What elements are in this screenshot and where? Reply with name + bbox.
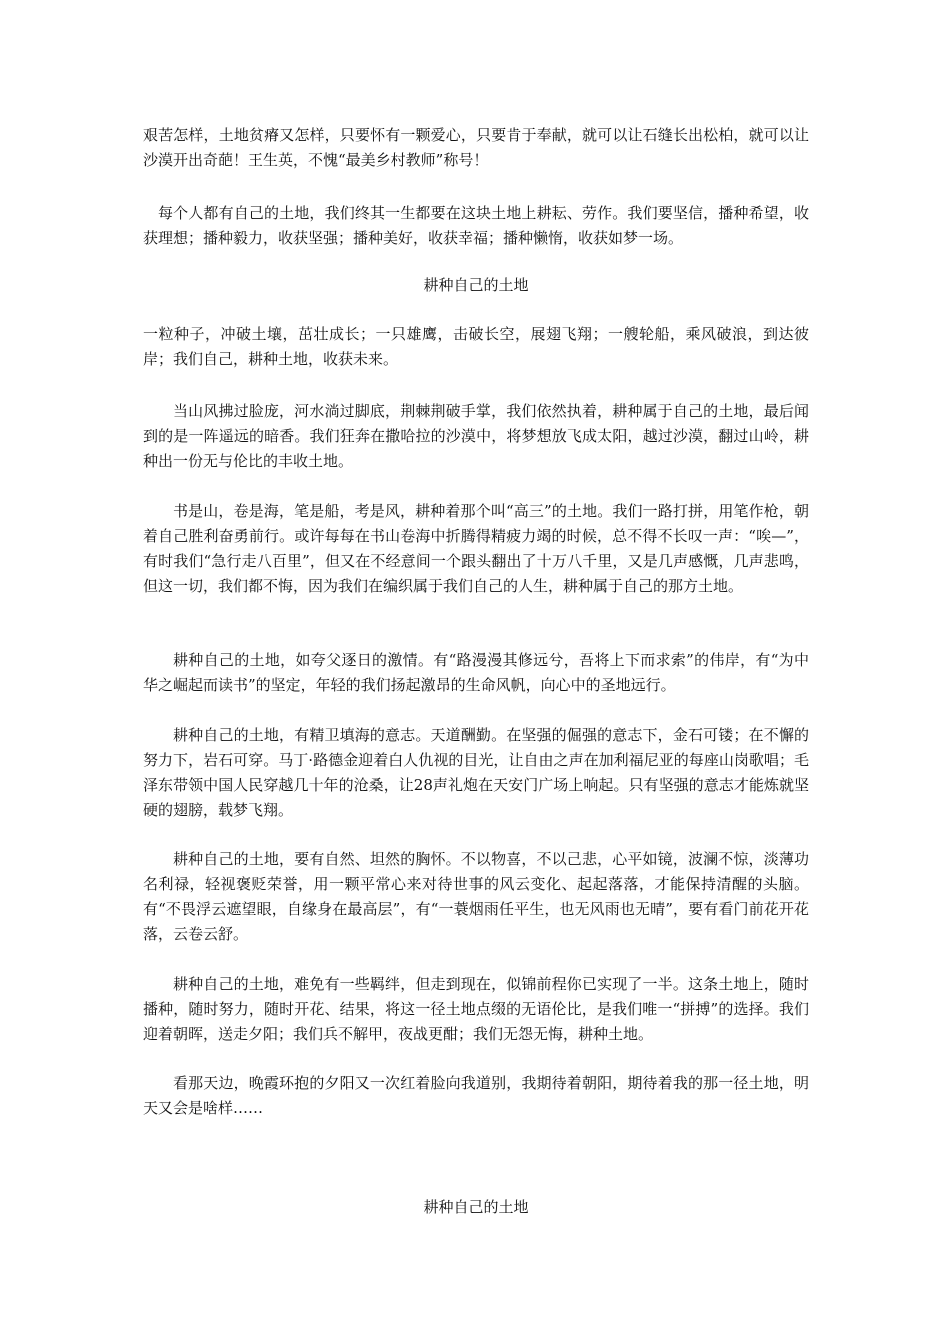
- paragraph-sunset: 看那天边，晚霞环抱的夕阳又一次红着脸向我道别，我期待着朝阳，期待着我的那一径土地，明天又会是啥样……: [143, 1074, 809, 1117]
- paragraph-nature-mind: 耕种自己的土地，要有自然、坦然的胸怀。不以物喜，不以己悲，心平如镜，波澜不惊，淡薄功名利禄，轻视褒贬荣誉，用一颗平常心来对待世事的风云变化、起起落落，才能保持清醒的头脑。有“不畏浮云遮望眼，自缘身在最高层”，有“一蓑烟雨任平生，也无风雨也无晴”，要有看门前花开花落，云卷云舒。: [143, 850, 809, 943]
- paragraph-everyone-land: 每个人都有自己的土地，我们终其一生都要在这块土地上耕耘、劳作。我们要坚信，播种希望，收获理想；播种毅力，收获坚强；播种美好，收获幸福；播种懒惰，收获如梦一场。: [143, 204, 809, 247]
- paragraph-seed: 一粒种子，冲破土壤，茁壮成长；一只雄鹰，击破长空，展翅飞翔；一艘轮船，乘风破浪，到达彼岸；我们自己，耕种土地，收获未来。: [143, 325, 809, 368]
- paragraph-mountain-wind: 当山风拂过脸庞，河水淌过脚底，荆棘荆破手掌，我们依然执着，耕种属于自己的土地，最后闻到的是一阵遥远的暗香。我们狂奔在撒哈拉的沙漠中，将梦想放飞成太阳，越过沙漠，翻过山岭，耕种出一份无与伦比的丰收土地。: [143, 402, 809, 470]
- essay-title-1: 耕种自己的土地: [423, 276, 529, 294]
- paragraph-obstacles: 耕种自己的土地，难免有一些羁绊，但走到现在，似锦前程你已实现了一半。这条土地上，随时播种，随时努力，随时开花、结果，将这一径土地点缀的无语伦比，是我们唯一“拼搏”的选择。我们迎着朝晖，送走夕阳；我们兵不解甲，夜战更酣；我们无怨无悔，耕种土地。: [143, 975, 809, 1043]
- essay-title-2: 耕种自己的土地: [423, 1198, 529, 1216]
- paragraph-jingwei: 耕种自己的土地，有精卫填海的意志。天道酬勤。在坚强的倔强的意志下，金石可镂；在不懈的努力下，岩石可穿。马丁·路德金迎着白人仇视的目光，让自由之声在加利福尼亚的每座山岗歌唱；毛泽东带领中国人民穿越几十年的沧桑，让28声礼炮在天安门广场上响起。只有坚强的意志才能炼就坚硬的翅膀，载梦飞翔。: [143, 726, 809, 819]
- paragraph-kuafu: 耕种自己的土地，如夸父逐日的激情。有“路漫漫其修远兮，吾将上下而求索”的伟岸，有“为中华之崛起而读书”的坚定，年轻的我们扬起激昂的生命风帆，向心中的圣地远行。: [143, 651, 809, 694]
- paragraph-closing-story: 艰苦怎样，土地贫瘠又怎样，只要怀有一颗爱心，只要肯于奉献，就可以让石缝长出松柏，就可以让沙漠开出奇葩！王生英，不愧“最美乡村教师”称号！: [143, 126, 809, 169]
- paragraph-book-mountain: 书是山，卷是海，笔是船，考是风，耕种着那个叫“高三”的土地。我们一路打拼，用笔作枪，朝着自己胜利奋勇前行。或许每每在书山卷海中折腾得精疲力竭的时候，总不得不长叹一声：“唉—”，有时我们“急行走八百里”，但又在不经意间一个跟头翻出了十万八千里，又是几声感慨，几声悲鸣，但这一切，我们都不悔，因为我们在编织属于我们自己的人生，耕种属于自己的那方土地。: [143, 502, 809, 595]
